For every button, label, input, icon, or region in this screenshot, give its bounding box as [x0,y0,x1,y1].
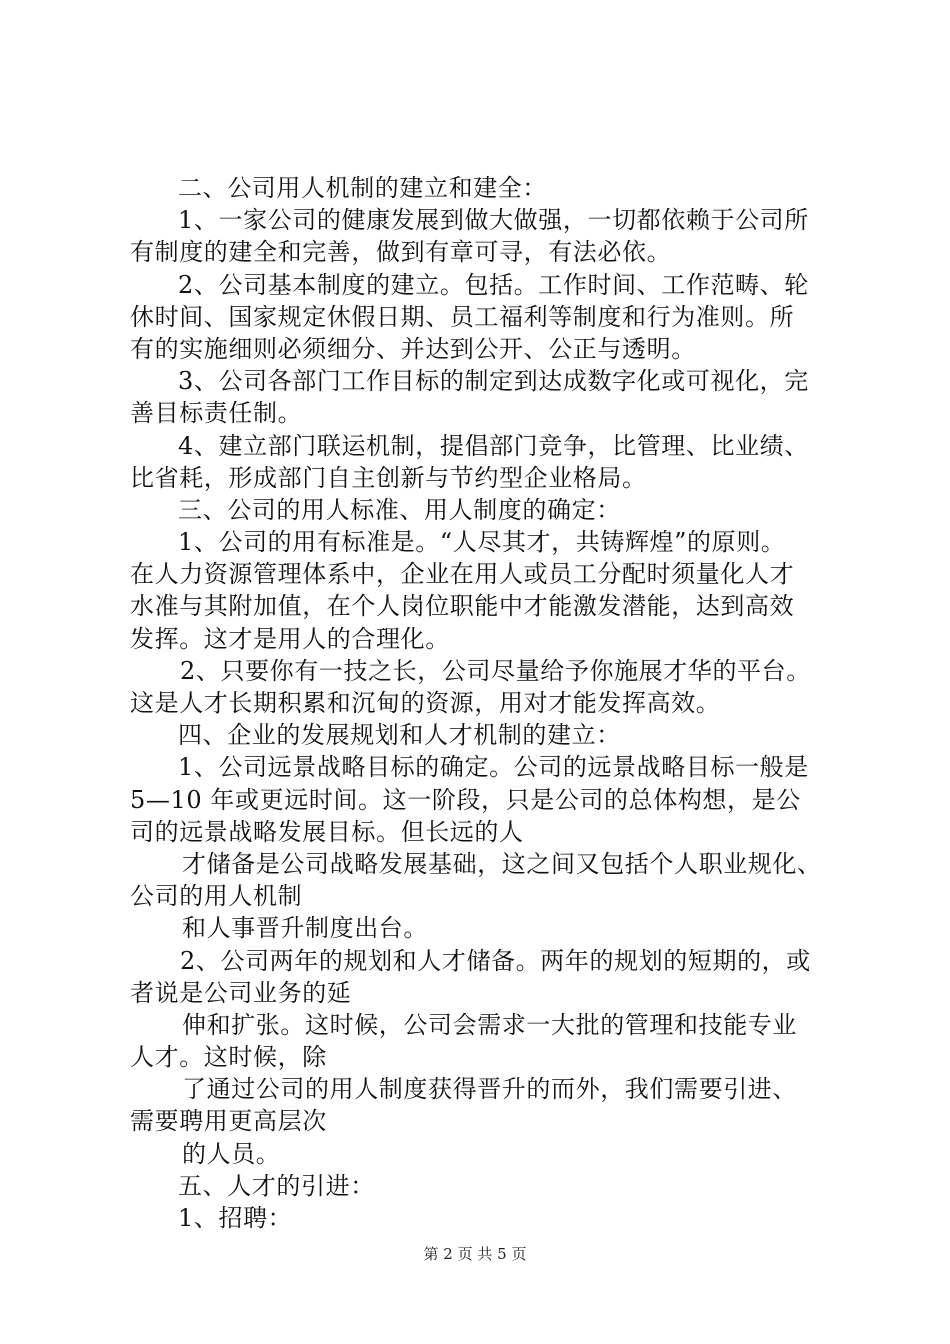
paragraph-line: 这是人才长期积累和沉甸的资源，用对才能发挥高效。 [130,689,721,717]
paragraph-line: 水准与其附加值，在个人岗位职能中才能激发潜能，达到高效 [130,592,795,621]
paragraph-line: 需要聘用更高层次 [130,1107,327,1136]
paragraph-line: 1、招聘： [178,1204,293,1232]
paragraph-line: 伸和扩张。这时候，公司会需求一大批的管理和技能专业 [182,1010,797,1039]
paragraph-line: 比省耗，形成部门自主创新与节约型企业格局。 [130,463,647,492]
section-heading: 三、公司的用人标准、用人制度的确定： [178,495,621,524]
paragraph-line: 才储备是公司战略发展基础，这之间又包括个人职业规化、 [182,849,822,878]
paragraph-line: 1、公司的用有标准是。“人尽其才，共铸辉煌”的原则。 [178,528,786,557]
paragraph-line: 5—10 年或更远时间。这一阶段，只是公司的总体构想，是公 [130,785,801,814]
paragraph-line: 2、公司基本制度的建立。包括。工作时间、工作范畴、轮 [178,270,809,299]
paragraph-line: 公司的用人机制 [130,882,303,911]
paragraph-line: 1、公司远景战略目标的确定。公司的远景战略目标一般是 [178,753,809,782]
paragraph-line: 1、一家公司的健康发展到做大做强，一切都依赖于公司所 [178,206,809,235]
paragraph-line: 3、公司各部门工作目标的制定到达成数字化或可视化，完 [178,367,809,396]
paragraph-line: 的人员。 [182,1139,281,1168]
section-heading: 四、企业的发展规划和人才机制的建立： [178,721,621,750]
paragraph-line: 2、公司两年的规划和人才储备。两年的规划的短期的，或 [180,946,811,975]
paragraph-line: 善目标责任制。 [130,399,303,428]
paragraph-line: 休时间、国家规定休假日期、员工福利等制度和行为准则。所 [130,302,795,331]
page-number-footer: 第 2 页 共 5 页 [423,1245,527,1263]
paragraph-line: 有制度的建全和完善，做到有章可寻，有法必依。 [130,238,672,267]
paragraph-line: 人才。这时候，除 [130,1043,327,1072]
paragraph-line: 和人事晋升制度出台。 [182,914,428,943]
section-heading: 二、公司用人机制的建立和建全： [178,174,547,202]
paragraph-line: 发挥。这才是用人的合理化。 [130,624,450,653]
document-body [130,172,850,1234]
paragraph-line: 2、只要你有一技之长，公司尽量给予你施展才华的平台。 [180,656,811,685]
paragraph-line: 有的实施细则必须细分、并达到公开、公正与透明。 [130,334,696,363]
section-heading: 五、人才的引进： [178,1171,375,1200]
paragraph-line: 在人力资源管理体系中，企业在用人或员工分配时须量化人才 [130,560,795,589]
paragraph-line: 4、建立部门联运机制，提倡部门竞争，比管理、比业绩、 [178,431,809,460]
paragraph-line: 了通过公司的用人制度获得晋升的而外，我们需要引进、 [182,1075,797,1104]
paragraph-line: 者说是公司业务的延 [130,978,352,1007]
paragraph-line: 司的远景战略发展目标。但长远的人 [130,817,524,846]
